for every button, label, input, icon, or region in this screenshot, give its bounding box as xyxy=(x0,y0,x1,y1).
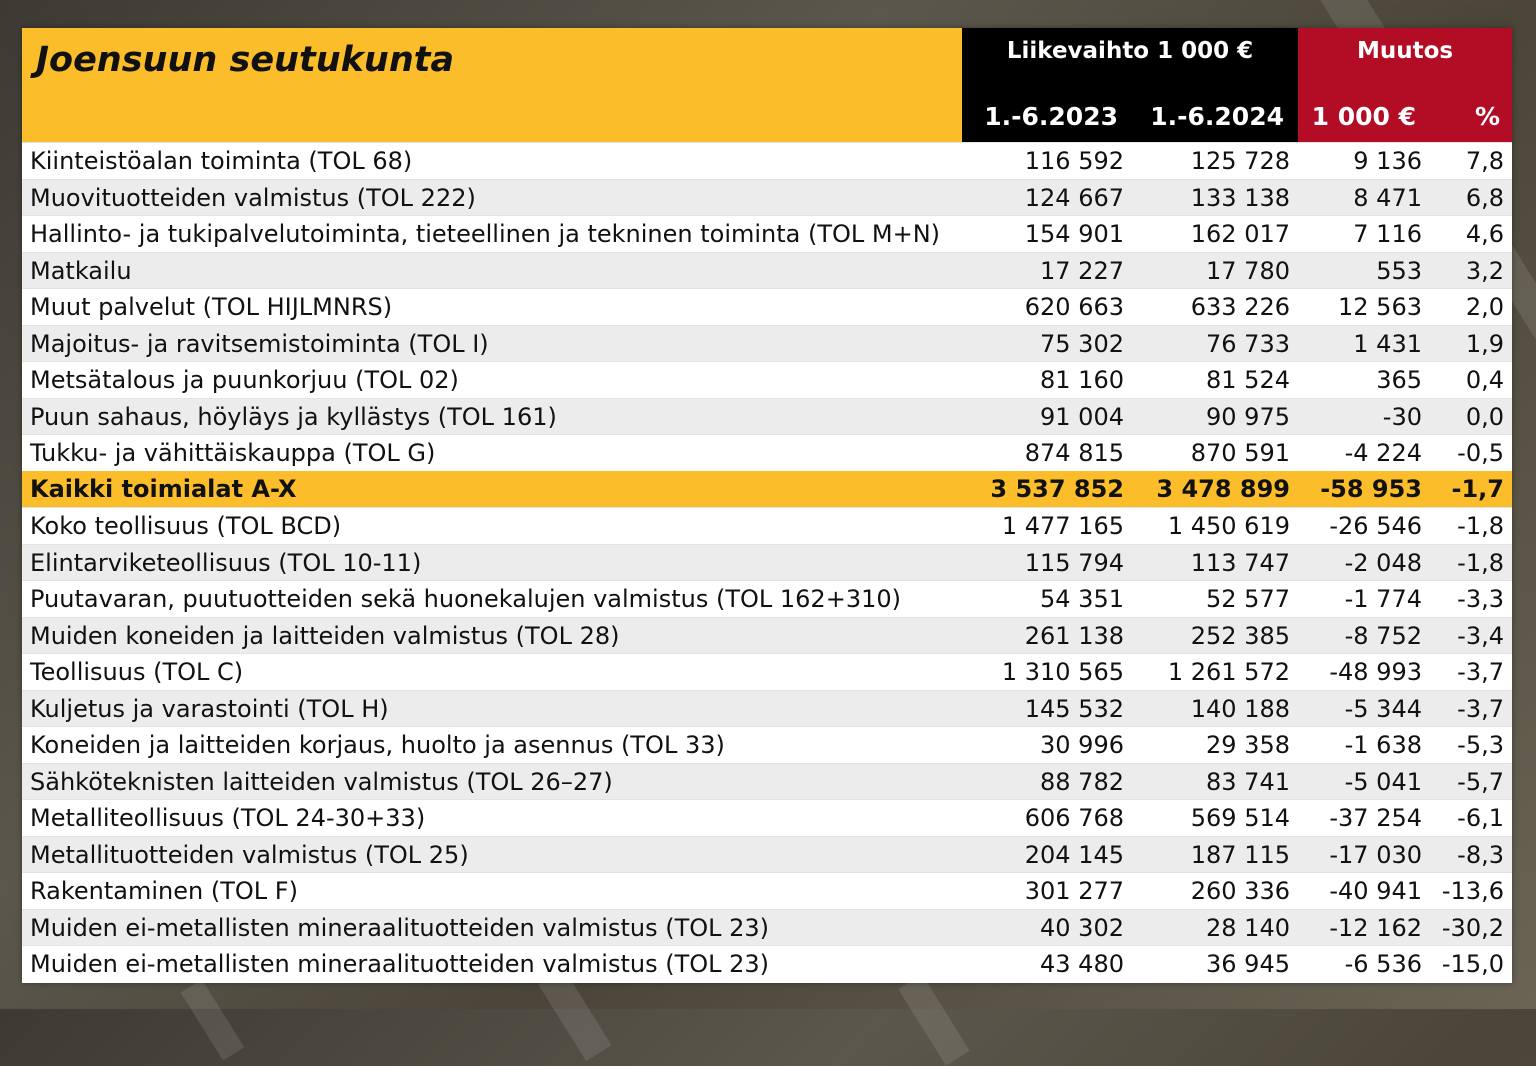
row-change-pct: 4,6 xyxy=(1465,220,1504,248)
table-row xyxy=(22,288,1512,325)
row-value-2023: 43 480 xyxy=(1040,950,1124,978)
row-value-2024: 569 514 xyxy=(1190,804,1290,832)
row-value-2024: 28 140 xyxy=(1206,913,1290,942)
row-change-pct: -30,2 xyxy=(1441,913,1504,942)
row-name: Koko teollisuus (TOL BCD) xyxy=(30,512,342,540)
row-value-2023: 17 227 xyxy=(1040,256,1124,285)
row-value-2024: 140 188 xyxy=(1190,694,1290,723)
row-change-abs: -26 546 xyxy=(1329,512,1422,540)
row-name: Metsätalous ja puunkorjuu (TOL 02) xyxy=(30,366,459,394)
row-name: Matkailu xyxy=(30,256,132,285)
header-col-change-pct: % xyxy=(1474,102,1500,131)
row-change-abs: -1 774 xyxy=(1344,585,1422,613)
table-row xyxy=(22,215,1512,252)
row-change-abs: 553 xyxy=(1376,256,1422,285)
table-row xyxy=(22,617,1512,654)
row-value-2023: 116 592 xyxy=(1024,147,1124,175)
row-value-2024: 90 975 xyxy=(1206,402,1290,431)
table-row xyxy=(22,361,1512,398)
row-change-pct: 2,0 xyxy=(1465,293,1504,321)
header-col-change-abs: 1 000 € xyxy=(1311,102,1416,131)
row-name: Teollisuus (TOL C) xyxy=(30,658,244,686)
table-row xyxy=(22,544,1512,581)
row-change-abs: -1 638 xyxy=(1344,731,1422,759)
table-title: Joensuun seutukunta xyxy=(36,40,455,80)
row-change-abs: 7 116 xyxy=(1353,220,1422,248)
row-value-2024: 1 450 619 xyxy=(1167,512,1290,540)
row-change-pct: -1,7 xyxy=(1451,474,1504,503)
table-row xyxy=(22,252,1512,289)
row-change-pct: -3,7 xyxy=(1457,658,1504,686)
row-value-2024: 252 385 xyxy=(1190,621,1290,650)
row-change-pct: -5,7 xyxy=(1457,767,1504,796)
row-change-pct: -13,6 xyxy=(1441,877,1504,905)
row-change-abs: -37 254 xyxy=(1329,804,1422,832)
table-row xyxy=(22,836,1512,873)
row-value-2023: 301 277 xyxy=(1024,877,1124,905)
row-value-2024: 187 115 xyxy=(1190,840,1290,869)
row-name: Kuljetus ja varastointi (TOL H) xyxy=(30,694,389,723)
row-change-pct: -1,8 xyxy=(1457,548,1504,577)
row-change-pct: -3,4 xyxy=(1457,621,1504,650)
header-value-group xyxy=(962,28,1298,142)
header-col-2024: 1.-6.2024 xyxy=(1150,102,1284,131)
row-value-2024: 133 138 xyxy=(1190,183,1290,212)
row-name: Metalliteollisuus (TOL 24-30+33) xyxy=(30,804,426,832)
row-change-pct: -6,1 xyxy=(1457,804,1504,832)
row-value-2023: 115 794 xyxy=(1024,548,1124,577)
row-value-2024: 76 733 xyxy=(1206,329,1290,358)
row-change-pct: 6,8 xyxy=(1465,183,1504,212)
row-value-2024: 1 261 572 xyxy=(1167,658,1290,686)
row-change-pct: 0,4 xyxy=(1465,366,1504,394)
row-change-pct: -15,0 xyxy=(1441,950,1504,978)
table-row xyxy=(22,179,1512,216)
row-change-abs: -6 536 xyxy=(1344,950,1422,978)
table-row xyxy=(22,507,1512,544)
row-change-pct: -5,3 xyxy=(1457,731,1504,759)
row-value-2023: 261 138 xyxy=(1024,621,1124,650)
row-change-pct: -0,5 xyxy=(1457,439,1504,467)
row-value-2023: 1 477 165 xyxy=(1001,512,1124,540)
row-name: Muiden ei-metallisten mineraalituotteiden valmistus (TOL 23) xyxy=(30,950,770,978)
row-value-2023: 88 782 xyxy=(1040,767,1124,796)
row-value-2023: 606 768 xyxy=(1024,804,1124,832)
header-change-group xyxy=(1298,28,1512,142)
row-value-2024: 125 728 xyxy=(1190,147,1290,175)
row-change-abs: 12 563 xyxy=(1338,293,1422,321)
row-name: Puun sahaus, höyläys ja kyllästys (TOL 161) xyxy=(30,402,557,431)
row-change-abs: 365 xyxy=(1376,366,1422,394)
row-value-2023: 75 302 xyxy=(1040,329,1124,358)
table-row xyxy=(22,653,1512,690)
row-name: Elintarviketeollisuus (TOL 10-11) xyxy=(30,548,422,577)
row-name: Kiinteistöalan toiminta (TOL 68) xyxy=(30,147,413,175)
table-row xyxy=(22,434,1512,471)
row-value-2023: 204 145 xyxy=(1024,840,1124,869)
row-value-2024: 162 017 xyxy=(1190,220,1290,248)
row-change-abs: -8 752 xyxy=(1344,621,1422,650)
row-change-abs: 9 136 xyxy=(1353,147,1422,175)
row-value-2024: 81 524 xyxy=(1206,366,1290,394)
row-value-2024: 29 358 xyxy=(1206,731,1290,759)
row-name: Muiden koneiden ja laitteiden valmistus (TOL 28) xyxy=(30,621,620,650)
row-value-2023: 3 537 852 xyxy=(990,474,1124,503)
row-change-pct: -3,3 xyxy=(1457,585,1504,613)
row-value-2024: 3 478 899 xyxy=(1156,474,1290,503)
row-value-2024: 52 577 xyxy=(1206,585,1290,613)
row-value-2024: 36 945 xyxy=(1206,950,1290,978)
row-name: Hallinto- ja tukipalvelutoiminta, tieteellinen ja tekninen toiminta (TOL M+N) xyxy=(30,220,941,248)
row-change-abs: -5 344 xyxy=(1344,694,1422,723)
row-change-abs: -5 041 xyxy=(1344,767,1422,796)
row-value-2023: 620 663 xyxy=(1024,293,1124,321)
table-row xyxy=(22,763,1512,800)
table-row xyxy=(22,726,1512,763)
row-name: Rakentaminen (TOL F) xyxy=(30,877,298,905)
row-value-2023: 145 532 xyxy=(1024,694,1124,723)
row-value-2023: 40 302 xyxy=(1040,913,1124,942)
row-value-2023: 81 160 xyxy=(1040,366,1124,394)
row-change-abs: -48 993 xyxy=(1329,658,1422,686)
row-name: Puutavaran, puutuotteiden sekä huonekalujen valmistus (TOL 162+310) xyxy=(30,585,901,613)
row-change-pct: 1,9 xyxy=(1465,329,1504,358)
row-value-2023: 54 351 xyxy=(1040,585,1124,613)
table-row xyxy=(22,690,1512,727)
row-name: Metallituotteiden valmistus (TOL 25) xyxy=(30,840,469,869)
table-row xyxy=(22,799,1512,836)
row-name: Muiden ei-metallisten mineraalituotteiden valmistus (TOL 23) xyxy=(30,913,770,942)
table-row xyxy=(22,872,1512,909)
row-change-abs: -4 224 xyxy=(1344,439,1422,467)
table-row xyxy=(22,325,1512,362)
header-group-change: Muutos xyxy=(1356,38,1454,64)
row-name: Koneiden ja laitteiden korjaus, huolto ja asennus (TOL 33) xyxy=(30,731,725,759)
table-row xyxy=(22,945,1512,982)
header-group-value: Liikevaihto 1 000 € xyxy=(1006,38,1254,64)
row-name: Sähköteknisten laitteiden valmistus (TOL 26–27) xyxy=(30,767,613,796)
row-value-2023: 1 310 565 xyxy=(1001,658,1124,686)
row-change-pct: 7,8 xyxy=(1465,147,1504,175)
row-change-abs: -17 030 xyxy=(1329,840,1422,869)
row-change-pct: -1,8 xyxy=(1457,512,1504,540)
row-change-pct: -3,7 xyxy=(1457,694,1504,723)
table-title-cell xyxy=(22,28,962,142)
table-body xyxy=(22,142,1512,982)
table-row-total xyxy=(22,471,1512,508)
row-value-2024: 17 780 xyxy=(1206,256,1290,285)
table-row xyxy=(22,580,1512,617)
row-change-abs: 8 471 xyxy=(1353,183,1422,212)
row-change-abs: -30 xyxy=(1382,402,1422,431)
row-value-2024: 113 747 xyxy=(1190,548,1290,577)
row-name: Muut palvelut (TOL HIJLMNRS) xyxy=(30,293,393,321)
row-change-pct: 0,0 xyxy=(1465,402,1504,431)
row-value-2024: 83 741 xyxy=(1206,767,1290,796)
row-change-abs: -2 048 xyxy=(1344,548,1422,577)
table-row xyxy=(22,398,1512,435)
row-value-2023: 30 996 xyxy=(1040,731,1124,759)
data-table xyxy=(22,28,1512,983)
header-col-2023: 1.-6.2023 xyxy=(984,102,1118,131)
row-change-abs: -40 941 xyxy=(1329,877,1422,905)
row-change-pct: 3,2 xyxy=(1465,256,1504,285)
row-change-abs: 1 431 xyxy=(1353,329,1422,358)
row-name: Majoitus- ja ravitsemistoiminta (TOL I) xyxy=(30,329,489,358)
table-row xyxy=(22,909,1512,946)
row-change-abs: -58 953 xyxy=(1320,474,1422,503)
row-change-pct: -8,3 xyxy=(1457,840,1504,869)
row-name: Kaikki toimialat A-X xyxy=(30,474,297,503)
row-value-2023: 124 667 xyxy=(1024,183,1124,212)
row-value-2023: 874 815 xyxy=(1024,439,1124,467)
row-value-2024: 870 591 xyxy=(1190,439,1290,467)
row-name: Tukku- ja vähittäiskauppa (TOL G) xyxy=(30,439,436,467)
row-value-2024: 260 336 xyxy=(1190,877,1290,905)
row-name: Muovituotteiden valmistus (TOL 222) xyxy=(30,183,476,212)
row-value-2023: 154 901 xyxy=(1024,220,1124,248)
table-row xyxy=(22,142,1512,179)
row-value-2023: 91 004 xyxy=(1040,402,1124,431)
row-value-2024: 633 226 xyxy=(1190,293,1290,321)
row-change-abs: -12 162 xyxy=(1329,913,1422,942)
